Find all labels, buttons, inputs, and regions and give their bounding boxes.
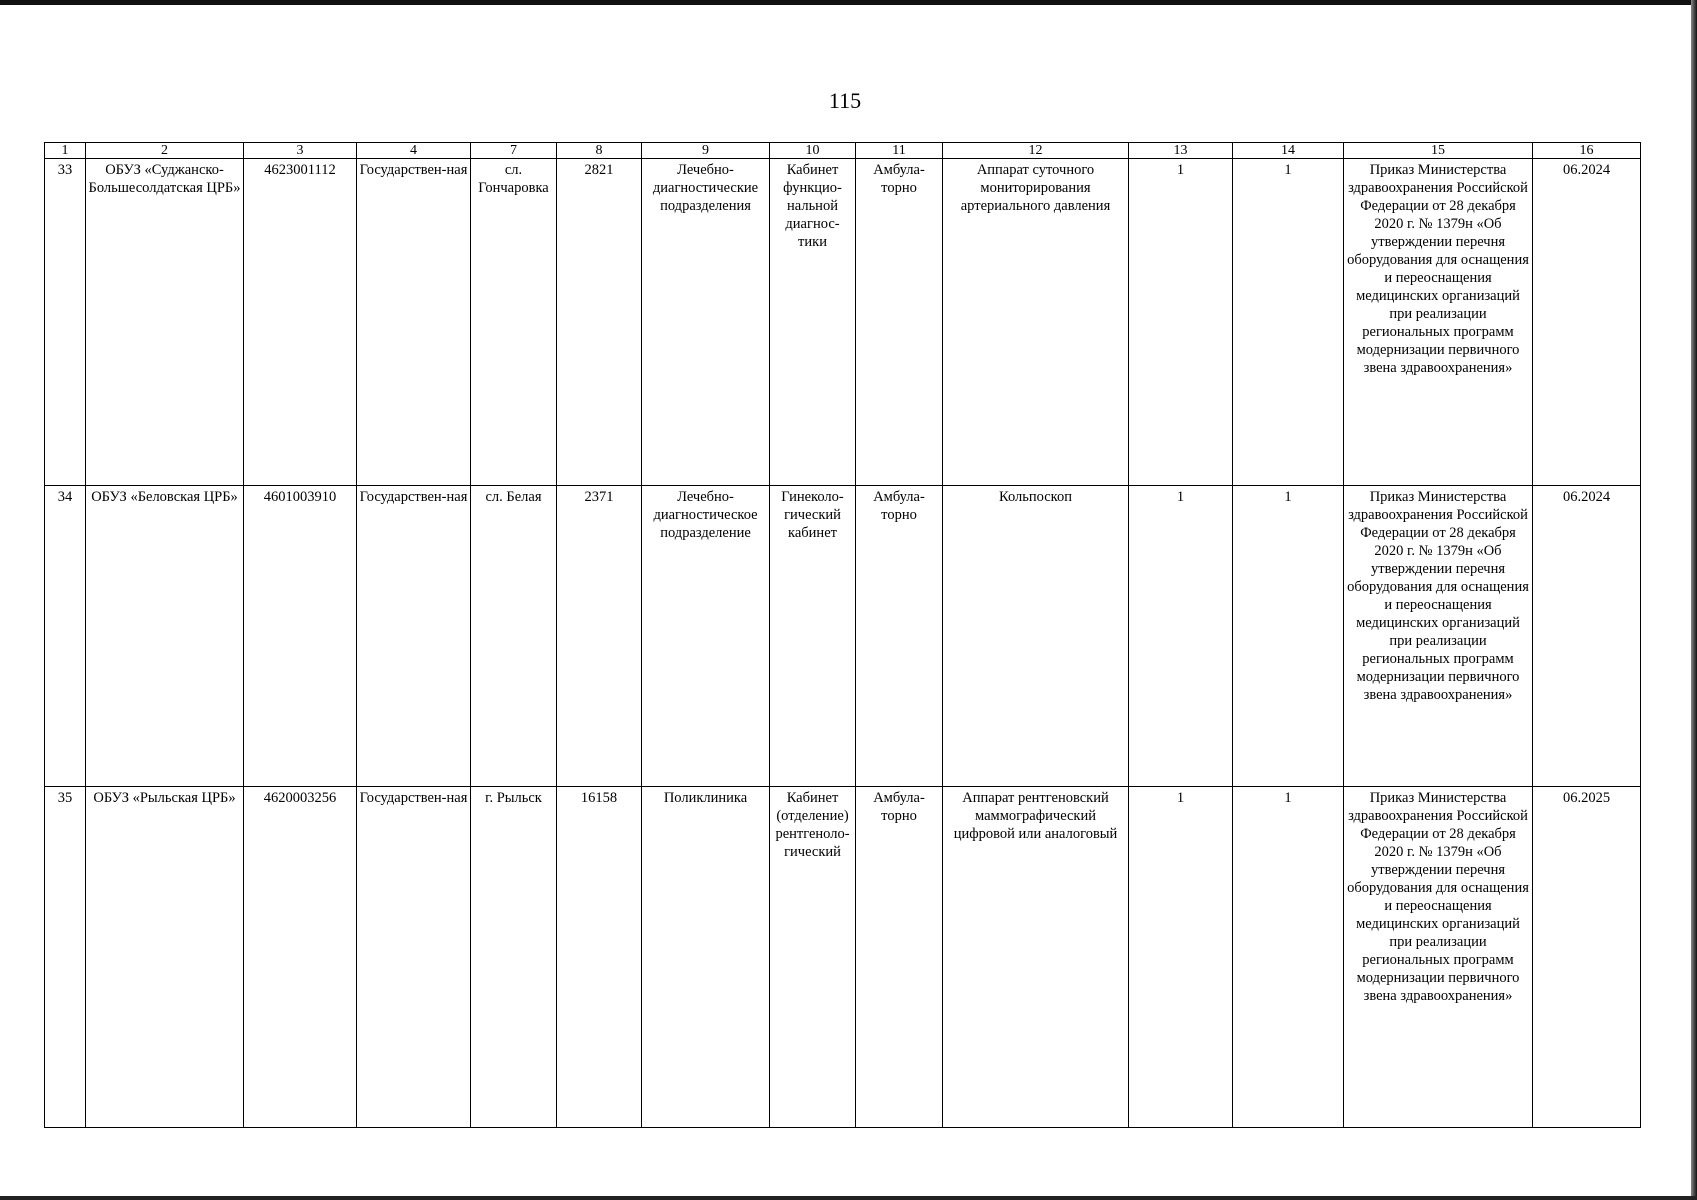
cell-equipment: Аппарат суточного мониторирования артериального давления bbox=[943, 159, 1129, 486]
cell-room: Кабинет функцио-нальной диагнос-тики bbox=[770, 159, 856, 486]
col-header: 11 bbox=[856, 143, 943, 159]
cell-quantity-13: 1 bbox=[1129, 787, 1233, 1128]
cell-number: 33 bbox=[45, 159, 86, 486]
col-header: 12 bbox=[943, 143, 1129, 159]
cell-number: 34 bbox=[45, 486, 86, 787]
cell-quantity-14: 1 bbox=[1233, 787, 1344, 1128]
col-header: 14 bbox=[1233, 143, 1344, 159]
cell-inn: 4623001112 bbox=[244, 159, 357, 486]
cell-basis: Приказ Министерства здравоохранения Российской Федерации от 28 декабря 2020 г. № 1379н «Об утверждении перечня оборудования для оснащения и переоснащения медицинских организаций при реализации региональных программ модернизации первичного звена здравоохранения» bbox=[1344, 486, 1533, 787]
col-header: 15 bbox=[1344, 143, 1533, 159]
cell-care-type: Амбула-торно bbox=[856, 159, 943, 486]
cell-ownership: Государствен-ная bbox=[357, 486, 471, 787]
col-header: 8 bbox=[557, 143, 642, 159]
col-header: 1 bbox=[45, 143, 86, 159]
col-header: 16 bbox=[1533, 143, 1641, 159]
cell-settlement: сл. Гончаровка bbox=[471, 159, 557, 486]
col-header: 2 bbox=[86, 143, 244, 159]
cell-date: 06.2024 bbox=[1533, 486, 1641, 787]
cell-basis: Приказ Министерства здравоохранения Российской Федерации от 28 декабря 2020 г. № 1379н «Об утверждении перечня оборудования для оснащения и переоснащения медицинских организаций при реализации региональных программ модернизации первичного звена здравоохранения» bbox=[1344, 787, 1533, 1128]
cell-population: 16158 bbox=[557, 787, 642, 1128]
col-header: 3 bbox=[244, 143, 357, 159]
cell-room: Кабинет (отделение) рентгеноло-гический bbox=[770, 787, 856, 1128]
cell-date: 06.2025 bbox=[1533, 787, 1641, 1128]
equipment-table bbox=[44, 142, 1641, 1128]
cell-ownership: Государствен-ная bbox=[357, 787, 471, 1128]
col-header: 10 bbox=[770, 143, 856, 159]
col-header: 4 bbox=[357, 143, 471, 159]
cell-quantity-13: 1 bbox=[1129, 486, 1233, 787]
cell-inn: 4601003910 bbox=[244, 486, 357, 787]
cell-inn: 4620003256 bbox=[244, 787, 357, 1128]
cell-equipment: Кольпоскоп bbox=[943, 486, 1129, 787]
cell-equipment: Аппарат рентгеновский маммографический цифровой или аналоговый bbox=[943, 787, 1129, 1128]
cell-quantity-14: 1 bbox=[1233, 159, 1344, 486]
header-row bbox=[45, 143, 1641, 159]
table-row bbox=[45, 486, 1641, 787]
col-header: 13 bbox=[1129, 143, 1233, 159]
cell-date: 06.2024 bbox=[1533, 159, 1641, 486]
col-header: 7 bbox=[471, 143, 557, 159]
page-number: 115 bbox=[828, 88, 862, 113]
cell-settlement: сл. Белая bbox=[471, 486, 557, 787]
cell-care-type: Амбула-торно bbox=[856, 486, 943, 787]
scan-edge-bottom bbox=[0, 1196, 1697, 1200]
cell-organization: ОБУЗ «Беловская ЦРБ» bbox=[86, 486, 244, 787]
cell-unit: Лечебно-диагностические подразделения bbox=[642, 159, 770, 486]
scan-edge-right bbox=[1691, 0, 1697, 1200]
cell-basis: Приказ Министерства здравоохранения Российской Федерации от 28 декабря 2020 г. № 1379н «Об утверждении перечня оборудования для оснащения и переоснащения медицинских организаций при реализации региональных программ модернизации первичного звена здравоохранения» bbox=[1344, 159, 1533, 486]
cell-settlement: г. Рыльск bbox=[471, 787, 557, 1128]
scan-edge-top bbox=[0, 0, 1697, 5]
cell-care-type: Амбула-торно bbox=[856, 787, 943, 1128]
cell-unit: Поликлиника bbox=[642, 787, 770, 1128]
cell-ownership: Государствен-ная bbox=[357, 159, 471, 486]
table-row bbox=[45, 787, 1641, 1128]
cell-quantity-14: 1 bbox=[1233, 486, 1344, 787]
cell-organization: ОБУЗ «Рыльская ЦРБ» bbox=[86, 787, 244, 1128]
cell-unit: Лечебно-диагностическое подразделение bbox=[642, 486, 770, 787]
cell-quantity-13: 1 bbox=[1129, 159, 1233, 486]
cell-organization: ОБУЗ «Суджанско-Большесолдатская ЦРБ» bbox=[86, 159, 244, 486]
cell-room: Гинеколо-гический кабинет bbox=[770, 486, 856, 787]
cell-population: 2371 bbox=[557, 486, 642, 787]
cell-population: 2821 bbox=[557, 159, 642, 486]
table-row bbox=[45, 159, 1641, 486]
cell-number: 35 bbox=[45, 787, 86, 1128]
col-header: 9 bbox=[642, 143, 770, 159]
